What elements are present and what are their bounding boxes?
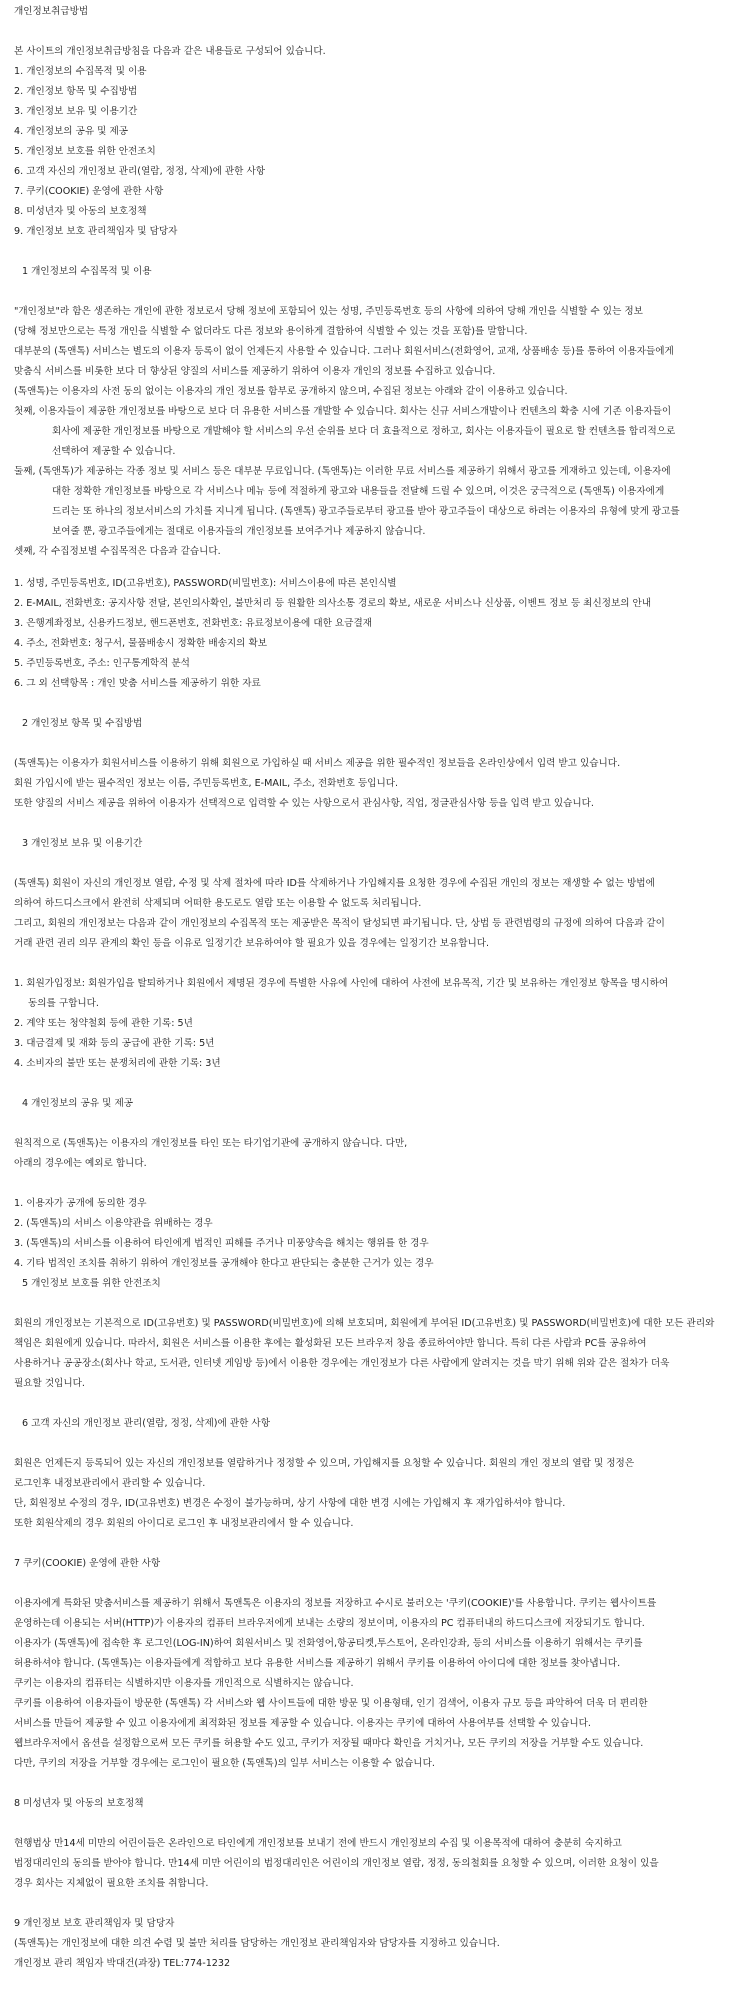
list-item: 동의를 구합니다. [28, 998, 99, 1009]
list-item: 4. 주소, 전화번호: 청구서, 물품배송시 정확한 배송지의 확보 [14, 638, 267, 649]
paragraph-line: 회원은 언제든지 등록되어 있는 자신의 개인정보를 열람하거나 정정할 수 있으며, 가입해지를 요청할 수 있습니다. 회원의 개인 정보의 열람 및 정정은 [14, 1458, 635, 1469]
paragraph-line: (톡앤톡) 회원이 자신의 개인정보 열람, 수정 및 삭제 절차에 따라 ID를 삭제하거나 가입해지를 요청한 경우에 수집된 개인의 정보는 재생할 수 없는 방법에 [14, 878, 655, 889]
section-4-heading: 4 개인정보의 공유 및 제공 [22, 1098, 133, 1109]
list-item: 1. 이용자가 공개에 동의한 경우 [14, 1198, 147, 1209]
section-8-heading: 8 미성년자 및 아동의 보호정책 [14, 1798, 144, 1809]
paragraph-line: (톡앤톡)는 이용자의 사전 동의 없이는 이용자의 개인 정보를 함부로 공개하지 않으며, 수집된 정보는 아래와 같이 이용하고 있습니다. [14, 386, 568, 397]
section-2-heading: 2 개인정보 항목 및 수집방법 [22, 718, 143, 729]
section-3-heading: 3 개인정보 보유 및 이용기간 [22, 838, 143, 849]
paragraph-line: 웹브라우저에서 옵션을 설정함으로써 모든 쿠키를 허용할 수도 있고, 쿠키가 저장될 때마다 확인을 거치거나, 모든 쿠키의 저장을 거부할 수도 있습니다. [14, 1738, 644, 1749]
section-5-heading: 5 개인정보 보호를 위한 안전조치 [22, 1278, 161, 1289]
paragraph-line: 첫째, 이용자들이 제공한 개인정보를 바탕으로 보다 더 유용한 서비스를 개발할 수 있습니다. 회사는 신규 서비스개발이나 컨텐츠의 확충 시에 기존 이용자들이 [14, 406, 672, 417]
section-1-heading: 1 개인정보의 수집목적 및 이용 [22, 266, 152, 277]
paragraph-line: 또한 양질의 서비스 제공을 위하여 이용자가 선택적으로 입력할 수 있는 사항으로서 관심사항, 직업, 정글관심사항 등을 입력 받고 있습니다. [14, 798, 594, 809]
paragraph-line: 선택하여 제공할 수 있습니다. [52, 446, 176, 457]
paragraph-line: 둘째, (톡앤톡)가 제공하는 각종 정보 및 서비스 등은 대부분 무료입니다. (톡앤톡)는 이러한 무료 서비스를 제공하기 위해서 광고를 게재하고 있는데, 이용자에 [14, 466, 671, 477]
paragraph-line: 회원 가입시에 받는 필수적인 정보는 이름, 주민등록번호, E-MAIL, 주소, 전화번호 등입니다. [14, 778, 399, 789]
list-item: 5. 주민등록번호, 주소: 인구통계학적 분석 [14, 658, 190, 669]
list-item: 3. (톡앤톡)의 서비스를 이용하여 타인에게 법적인 피해를 주거나 미풍양속을 해치는 행위를 한 경우 [14, 1238, 429, 1249]
paragraph-line: 책임은 회원에게 있습니다. 따라서, 회원은 서비스를 이용한 후에는 활성화된 모든 브라우저 창을 종료하여야만 합니다. 특히 다른 사람과 PC를 공유하여 [14, 1338, 647, 1349]
toc-item: 9. 개인정보 보호 관리책임자 및 담당자 [14, 226, 178, 237]
paragraph-line: 경우 회사는 지체없이 필요한 조치를 취합니다. [14, 1878, 209, 1889]
paragraph-line: 그리고, 회원의 개인정보는 다음과 같이 개인정보의 수집목적 또는 제공받은 목적이 달성되면 파기됩니다. 단, 상법 등 관련법령의 규정에 의하여 다음과 같이 [14, 918, 665, 929]
paragraph-line: 대부분의 (톡앤톡) 서비스는 별도의 이용자 등록이 없이 언제든지 사용할 수 있습니다. 그러나 회원서비스(전화영어, 교재, 상품배송 등)를 통하여 이용자들에게 [14, 346, 674, 357]
paragraph-line: (톡앤톡)는 개인정보에 대한 의견 수렴 및 불만 처리를 담당하는 개인정보 관리책임자와 담당자를 지정하고 있습니다. [14, 1938, 500, 1949]
list-item: 2. E-MAIL, 전화번호: 공지사항 전달, 본인의사확인, 불만처리 등 원활한 의사소통 경로의 확보, 새로운 서비스나 신상품, 이벤트 정보 등 최신정보의 안내 [14, 598, 652, 609]
paragraph-line: 아래의 경우에는 예외로 합니다. [14, 1158, 147, 1169]
paragraph-line: 원칙적으로 (톡앤톡)는 이용자의 개인정보를 타인 또는 타기업기관에 공개하지 않습니다. 다만, [14, 1138, 408, 1149]
list-item: 1. 성명, 주민등록번호, ID(고유번호), PASSWORD(비밀번호): 서비스이용에 따른 본인식별 [14, 578, 397, 589]
paragraph-line: 단, 회원정보 수정의 경우, ID(고유번호) 변경은 수정이 불가능하며, 상기 사항에 대한 변경 시에는 가입해지 후 재가입하셔야 합니다. [14, 1498, 566, 1509]
paragraph-line: 또한 회원삭제의 경우 회원의 아이디로 로그인 후 내정보관리에서 할 수 있습니다. [14, 1518, 354, 1529]
table-of-contents [14, 62, 716, 242]
paragraph-line: 회사에 제공한 개인정보를 바탕으로 개발해야 할 서비스의 우선 순위를 보다 더 효율적으로 정하고, 회사는 이용자들이 필요로 할 컨텐츠를 합리적으로 [52, 426, 676, 437]
list-item: 2. (톡앤톡)의 서비스 이용약관을 위배하는 경우 [14, 1218, 213, 1229]
list-item: 3. 대금결제 및 재화 등의 공급에 관한 기록: 5년 [14, 1038, 215, 1049]
paragraph-line: 회원의 개인정보는 기본적으로 ID(고유번호) 및 PASSWORD(비밀번호)에 의해 보호되며, 회원에게 부여된 ID(고유번호) 및 PASSWORD(비밀번호)에 대한 모든 관리와 [14, 1318, 715, 1329]
list-item: 1. 회원가입정보: 회원가입을 탈퇴하거나 회원에서 제명된 경우에 특별한 사유에 사인에 대하여 사전에 보유목적, 기간 및 보유하는 개인정보 항목을 명시하여 [14, 978, 669, 989]
paragraph-line: 운영하는데 이용되는 서버(HTTP)가 이용자의 컴퓨터 브라우저에게 보내는 소량의 정보이며, 이용자의 PC 컴퓨터내의 하드디스크에 저장되기도 합니다. [14, 1618, 645, 1629]
toc-item: 6. 고객 자신의 개인정보 관리(열람, 정정, 삭제)에 관한 사항 [14, 166, 266, 177]
toc-item: 8. 미성년자 및 아동의 보호정책 [14, 206, 147, 217]
list-item: 2. 계약 또는 청약철회 등에 관한 기록: 5년 [14, 1018, 193, 1029]
paragraph-line: 이용자가 (톡앤톡)에 접속한 후 로그인(LOG-IN)하여 회원서비스 및 전화영어,항공티켓,투스토어, 온라인강좌, 등의 서비스를 이용하기 위해서는 쿠키를 [14, 1638, 643, 1649]
toc-item: 5. 개인정보 보호를 위한 안전조치 [14, 146, 156, 157]
paragraph-line: 현행법상 만14세 미만의 어린이들은 온라인으로 타인에게 개인정보를 보내기 전에 반드시 개인정보의 수집 및 이용목적에 대하여 충분히 숙지하고 [14, 1838, 622, 1849]
paragraph-line: 사용하거나 공공장소(회사나 학교, 도서관, 인터넷 게임방 등)에서 이용한 경우에는 개인정보가 다른 사람에게 알려지는 것을 막기 위해 위와 같은 절차가 더욱 [14, 1358, 670, 1369]
paragraph-line: 법정대리인의 동의를 받아야 합니다. 만14세 미만 어린이의 법정대리인은 어린이의 개인정보 열람, 정정, 동의철회를 요청할 수 있으며, 이러한 요청이 있을 [14, 1858, 659, 1869]
paragraph-line: 이용자에게 특화된 맞춤서비스를 제공하기 위해서 톡앤톡은 이용자의 정보를 저장하고 수시로 불러오는 '쿠키(COOKIE)'를 사용합니다. 쿠키는 웹사이트를 [14, 1598, 657, 1609]
list-item: 4. 기타 법적인 조치를 취하기 위하여 개인정보를 공개해야 한다고 판단되는 충분한 근거가 있는 경우 [14, 1258, 434, 1269]
paragraph-line: 거래 관련 권리 의무 관계의 확인 등을 이유로 일정기간 보유하여야 할 필요가 있을 경우에는 일정기간 보유합니다. [14, 938, 490, 949]
section-7-heading: 7 쿠키(COOKIE) 운영에 관한 사항 [14, 1558, 161, 1569]
contact-line: 개인정보 관리 책임자 박대건(과장) TEL:774-1232 [14, 1958, 231, 1969]
list-item: 6. 그 외 선택항목 : 개인 맞춤 서비스를 제공하기 위한 자료 [14, 678, 261, 689]
paragraph-line: 다만, 쿠키의 저장을 거부할 경우에는 로그인이 필요한 (톡앤톡)의 일부 서비스는 이용할 수 없습니다. [14, 1758, 435, 1769]
paragraph-line: 셋째, 각 수집정보별 수집목적은 다음과 같습니다. [14, 546, 221, 557]
paragraph-line: 보여줄 뿐, 광고주들에게는 절대로 이용자들의 개인정보를 보여주거나 제공하지 않습니다. [52, 526, 426, 537]
paragraph-line: (톡앤톡)는 이용자가 회원서비스를 이용하기 위해 회원으로 가입하실 때 서비스 제공을 위한 필수적인 정보들을 온라인상에서 입력 받고 있습니다. [14, 758, 621, 769]
paragraph-line: 대한 정확한 개인정보를 바탕으로 각 서비스나 메뉴 등에 적절하게 광고와 내용들을 전달해 드릴 수 있으며, 이것은 궁극적으로 (톡앤톡) 이용자에게 [52, 486, 665, 497]
toc-item: 7. 쿠키(COOKIE) 운영에 관한 사항 [14, 186, 164, 197]
document-title: 개인정보취급방법 [14, 6, 89, 17]
toc-item: 1. 개인정보의 수집목적 및 이용 [14, 66, 147, 77]
paragraph-line: 허용하셔야 합니다. (톡앤톡)는 이용자들에게 적합하고 보다 유용한 서비스를 제공하기 위해서 쿠키를 이용하여 아이디에 대한 정보를 찾아냅니다. [14, 1658, 621, 1669]
section-6-heading: 6 고객 자신의 개인정보 관리(열람, 정정, 삭제)에 관한 사항 [22, 1418, 270, 1429]
toc-item: 2. 개인정보 항목 및 수집방법 [14, 86, 138, 97]
paragraph-line: (당해 정보만으로는 특정 개인을 식별할 수 없더라도 다른 정보와 용이하게 결합하여 식별할 수 있는 것을 포함)를 말합니다. [14, 326, 528, 337]
paragraph-line: 쿠키를 이용하여 이용자들이 방문한 (톡앤톡) 각 서비스와 웹 사이트들에 대한 방문 및 이용형태, 인기 검색어, 이용자 규모 등을 파악하여 더욱 더 편리한 [14, 1698, 648, 1709]
intro-text: 본 사이트의 개인정보취급방침을 다음과 같은 내용들로 구성되어 있습니다. [14, 46, 326, 57]
paragraph-line: 맞춤식 서비스를 비롯한 보다 더 향상된 양질의 서비스를 제공하기 위하여 이용자 개인의 정보를 수집하고 있습니다. [14, 366, 496, 377]
paragraph-line: "개인정보"라 함은 생존하는 개인에 관한 정보로서 당해 정보에 포함되어 있는 성명, 주민등록번호 등의 사항에 의하여 당해 개인을 식별할 수 있는 정보 [14, 306, 643, 317]
toc-item: 3. 개인정보 보유 및 이용기간 [14, 106, 138, 117]
paragraph-line: 의하여 하드디스크에서 완전히 삭제되며 어떠한 용도로도 열람 또는 이용할 수 없도록 처리됩니다. [14, 898, 422, 909]
paragraph-line: 드리는 또 하나의 정보서비스의 가치를 지니게 됩니다. (톡앤톡) 광고주들로부터 광고를 받아 광고주들이 대상으로 하려는 이용자의 유형에 맞게 광고를 [52, 506, 680, 517]
paragraph-line: 로그인후 내정보관리에서 관리할 수 있습니다. [14, 1478, 206, 1489]
paragraph-line: 쿠키는 이용자의 컴퓨터는 식별하지만 이용자를 개인적으로 식별하지는 않습니다. [14, 1678, 354, 1689]
section-9-heading: 9 개인정보 보호 관리책임자 및 담당자 [14, 1918, 175, 1929]
list-item: 3. 은행계좌정보, 신용카드정보, 핸드폰번호, 전화번호: 유료정보이용에 대한 요금결재 [14, 618, 372, 629]
paragraph-line: 서비스를 만들어 제공할 수 있고 이용자에게 최적화된 정보를 제공할 수 있습니다. 이용자는 쿠키에 대하여 사용여부를 선택할 수 있습니다. [14, 1718, 591, 1729]
list-item: 4. 소비자의 불만 또는 분쟁처리에 관한 기록: 3년 [14, 1058, 221, 1069]
paragraph-line: 필요할 것입니다. [14, 1378, 85, 1389]
toc-item: 4. 개인정보의 공유 및 제공 [14, 126, 129, 137]
